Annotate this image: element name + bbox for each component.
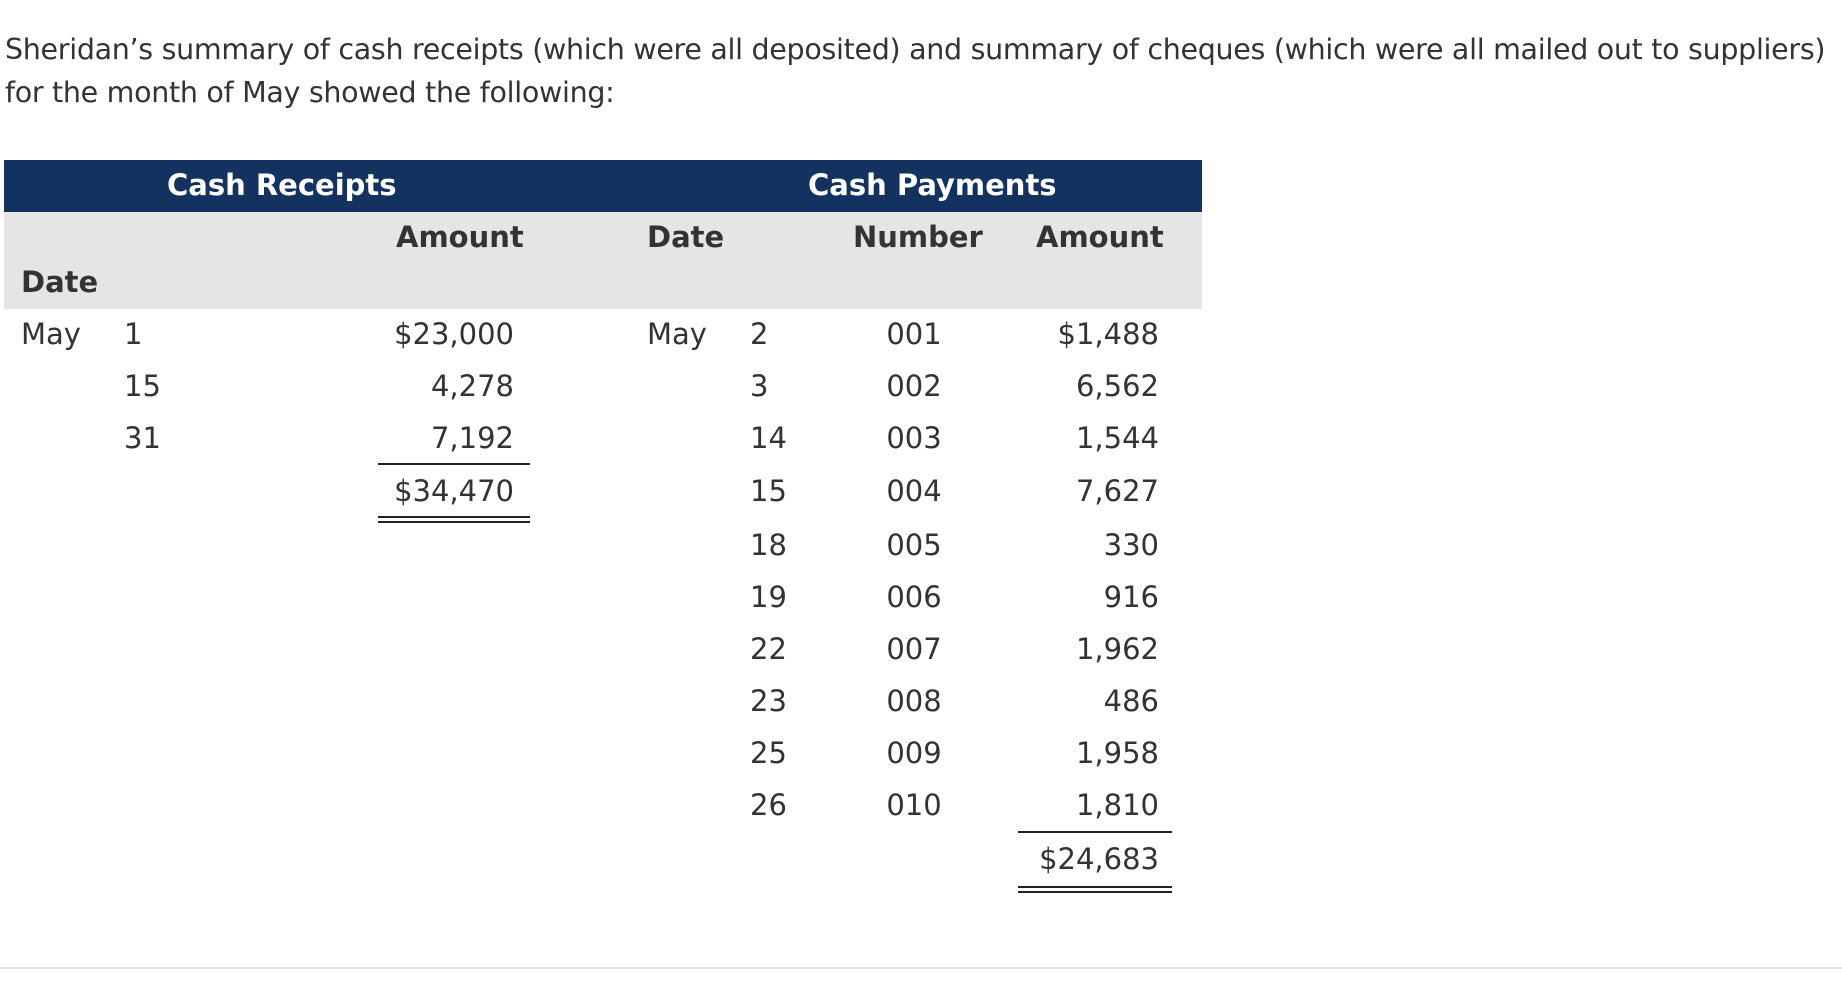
receipts-amount: $23,000 [394, 317, 514, 351]
payments-cheque-number: 003 [886, 421, 942, 455]
receipts-total: $34,470 [394, 474, 514, 508]
payments-amount: 1,962 [1075, 632, 1159, 666]
receipts-amount: 7,192 [430, 421, 514, 455]
payments-day: 19 [750, 580, 787, 614]
payments-amount-column-header: Amount [1036, 220, 1164, 254]
payments-cheque-number: 009 [886, 736, 942, 770]
problem-intro-text: Sheridan’s summary of cash receipts (which were all deposited) and summary of cheques (which were all mailed out to suppliers) for the month of May showed the following: [5, 33, 1826, 109]
receipts-month: May [21, 317, 81, 351]
payments-cheque-number: 004 [886, 474, 942, 508]
payments-amount: $1,488 [1057, 317, 1159, 351]
payments-amount: 7,627 [1075, 474, 1159, 508]
payments-cheque-number: 010 [886, 788, 942, 822]
payments-day: 23 [750, 684, 787, 718]
receipts-day: 31 [124, 421, 161, 455]
cash-receipts-header: Cash Receipts [167, 168, 397, 202]
receipts-subtotal-rule [378, 463, 530, 465]
payments-day: 14 [750, 421, 787, 455]
payments-day: 15 [750, 474, 787, 508]
payments-subtotal-rule [1018, 831, 1172, 833]
cash-payments-header: Cash Payments [808, 168, 1057, 202]
payments-amount: 916 [1103, 580, 1159, 614]
payments-amount: 486 [1103, 684, 1159, 718]
payments-day: 26 [750, 788, 787, 822]
receipts-day: 1 [124, 317, 143, 351]
receipts-total-double-rule [378, 516, 530, 523]
cash-summary-table [4, 160, 1202, 920]
payments-day: 3 [750, 369, 769, 403]
bottom-divider [0, 967, 1842, 969]
payments-cheque-number: 002 [886, 369, 942, 403]
payments-cheque-number: 001 [886, 317, 942, 351]
payments-total-double-rule [1018, 886, 1172, 893]
receipts-day: 15 [124, 369, 161, 403]
payments-day: 25 [750, 736, 787, 770]
payments-cheque-number: 008 [886, 684, 942, 718]
payments-cheque-number: 007 [886, 632, 942, 666]
receipts-amount-column-header: Amount [396, 220, 524, 254]
payments-date-column-header: Date [647, 220, 725, 254]
receipts-amount: 4,278 [430, 369, 514, 403]
payments-amount: 1,810 [1075, 788, 1159, 822]
payments-month: May [647, 317, 707, 351]
payments-day: 22 [750, 632, 787, 666]
payments-amount: 1,544 [1075, 421, 1159, 455]
payments-cheque-number: 006 [886, 580, 942, 614]
payments-number-column-header: Number [853, 220, 983, 254]
payments-day: 2 [750, 317, 769, 351]
payments-cheque-number: 005 [886, 528, 942, 562]
table-subheader-band [4, 212, 1202, 309]
payments-total: $24,683 [1039, 842, 1159, 876]
payments-amount: 6,562 [1075, 369, 1159, 403]
payments-amount: 330 [1103, 528, 1159, 562]
payments-day: 18 [750, 528, 787, 562]
receipts-date-column-header: Date [21, 265, 99, 299]
payments-amount: 1,958 [1075, 736, 1159, 770]
